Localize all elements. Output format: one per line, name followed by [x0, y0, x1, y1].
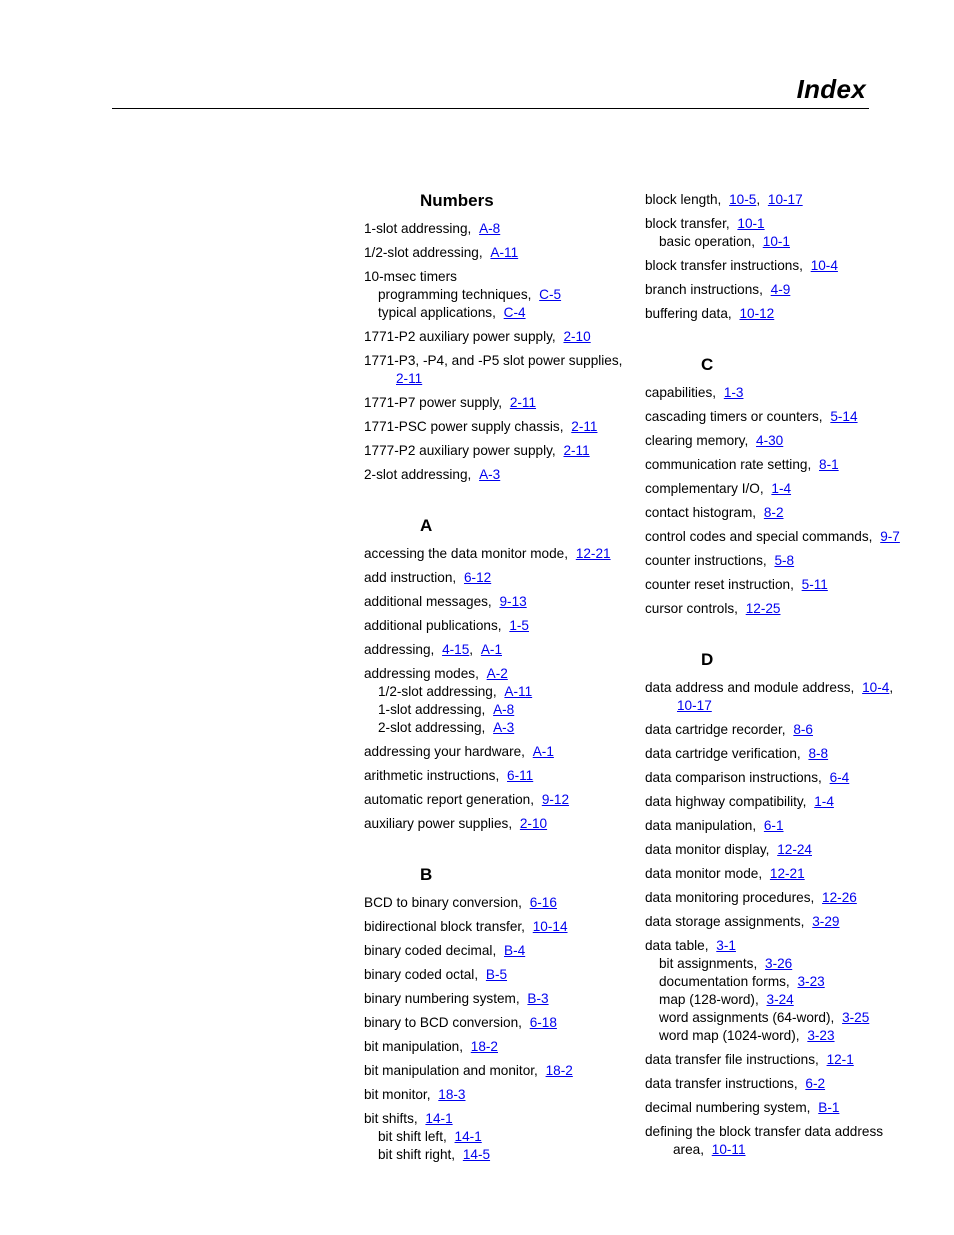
page-title: Index [796, 74, 866, 104]
page-ref-link[interactable]: 12-26 [822, 890, 857, 905]
page-ref-link[interactable]: 10-11 [711, 1142, 746, 1157]
index-entry-line [645, 817, 905, 835]
index-entry-line [364, 791, 634, 809]
page-ref-link[interactable]: 12-25 [745, 601, 781, 616]
entry-term: data address and module address, [645, 680, 855, 695]
page-ref-link[interactable]: 8-1 [819, 457, 839, 472]
index-subentry [645, 1027, 905, 1045]
entry-term: data monitoring procedures, [645, 890, 815, 905]
page-ref-link[interactable]: 2-10 [519, 816, 548, 831]
index-subentry [364, 701, 634, 719]
entry-term: 1-slot addressing, [364, 221, 472, 236]
index-entry-line [364, 815, 634, 833]
index-entry [364, 990, 634, 1008]
index-entry-line [645, 305, 905, 323]
index-entry-line [645, 552, 905, 570]
index-entry [645, 679, 905, 715]
index-entry [364, 545, 634, 563]
index-entry-line [364, 1014, 634, 1032]
entry-term: data cartridge verification, [645, 746, 801, 761]
entry-term: clearing memory, [645, 433, 749, 448]
index-entry-line [645, 480, 905, 498]
index-subentry [645, 973, 905, 991]
entry-term: addressing modes, [364, 666, 479, 681]
page-ref-link[interactable]: 9-12 [541, 792, 570, 807]
entry-term: defining the block transfer data address [645, 1124, 884, 1139]
index-entry [364, 767, 634, 785]
index-entry [645, 504, 905, 522]
page-ref-link[interactable]: B-4 [504, 943, 526, 958]
entry-term: 1771-PSC power supply chassis, [364, 419, 564, 434]
ref-separator: , [469, 642, 474, 657]
entry-term: capabilities, [645, 385, 717, 400]
index-entry-line [645, 576, 905, 594]
index-entry [364, 418, 634, 436]
index-entry-line [645, 1075, 905, 1093]
entry-term: data highway compatibility, [645, 794, 807, 809]
page-ref-link[interactable]: 3-25 [842, 1010, 870, 1025]
page-ref-link[interactable]: 3-29 [812, 914, 840, 929]
page-ref-link[interactable]: A-11 [490, 245, 519, 260]
index-entry-line [645, 408, 905, 426]
page-ref-link[interactable]: 10-4 [862, 680, 890, 695]
section-heading: Numbers [420, 191, 494, 210]
index-entry [364, 1062, 634, 1080]
index-entry-line [364, 593, 634, 611]
page-ref-link[interactable]: 10-14 [532, 919, 568, 934]
entry-term: bit shifts, [364, 1111, 418, 1126]
page-ref-link[interactable]: A-1 [480, 642, 502, 657]
entry-term: block transfer, [645, 216, 730, 231]
page-ref-link[interactable]: 4-30 [756, 433, 784, 448]
index-entry [364, 352, 634, 388]
index-entry-line [364, 545, 634, 563]
index-entry-line [645, 600, 905, 618]
index-entry-line [645, 721, 905, 739]
index-subentry [364, 1146, 634, 1164]
index-entry [645, 305, 905, 323]
entry-term: additional publications, [364, 618, 502, 633]
page-ref-link[interactable]: 6-12 [463, 570, 492, 585]
entry-term: data transfer instructions, [645, 1076, 798, 1091]
index-entry-line [645, 1141, 905, 1159]
page-ref-link[interactable]: 12-1 [826, 1052, 854, 1067]
index-subentry [364, 304, 634, 322]
entry-term: add instruction, [364, 570, 457, 585]
entry-term: data storage assignments, [645, 914, 805, 929]
entry-term: data monitor mode, [645, 866, 763, 881]
index-entry-line [645, 432, 905, 450]
page-ref-link[interactable]: 1-5 [509, 618, 529, 633]
index-entry-line [645, 793, 905, 811]
index-subentry [645, 955, 905, 973]
index-entry-line [364, 244, 634, 262]
index-entry-line [645, 913, 905, 931]
index-entry-line [645, 528, 905, 546]
index-entry [645, 281, 905, 299]
page-ref-link[interactable]: 10-12 [739, 306, 775, 321]
index-entry-line [645, 384, 905, 402]
page-ref-link[interactable]: 18-2 [470, 1039, 498, 1054]
page-ref-link[interactable]: 3-23 [797, 974, 825, 989]
index-subentry [645, 233, 905, 251]
entry-term: bidirectional block transfer, [364, 919, 525, 934]
entry-term: 1-slot addressing, [378, 702, 486, 717]
index-entry-line [364, 1038, 634, 1056]
index-entry [364, 617, 634, 635]
index-entry-line [364, 990, 634, 1008]
index-entry [364, 328, 634, 346]
index-entry-line [645, 504, 905, 522]
index-entry [364, 791, 634, 809]
index-section [364, 865, 634, 1164]
index-entry-line [645, 937, 905, 955]
ref-separator: , [756, 192, 761, 207]
index-entry-line [364, 1086, 634, 1104]
index-entry-line [364, 268, 634, 286]
index-entry [645, 745, 905, 763]
page-ref-link[interactable]: 6-11 [507, 768, 534, 783]
index-entry [364, 815, 634, 833]
index-section [645, 355, 905, 618]
index-entry [364, 743, 634, 761]
page-ref-link[interactable]: A-11 [504, 684, 533, 699]
entry-term: data cartridge recorder, [645, 722, 786, 737]
index-entry [645, 456, 905, 474]
index-entry [645, 769, 905, 787]
index-entry [645, 937, 905, 1045]
page-ref-link[interactable]: 4-15 [442, 642, 470, 657]
index-entry [364, 268, 634, 322]
entry-term: bit monitor, [364, 1087, 431, 1102]
index-entry [645, 1123, 905, 1159]
entry-term: binary coded octal, [364, 967, 479, 982]
index-entry-line [364, 466, 634, 484]
page-ref-link[interactable]: 6-1 [763, 818, 784, 833]
entry-term: BCD to binary conversion, [364, 895, 522, 910]
index-entry-line [364, 569, 634, 587]
index-entry [364, 966, 634, 984]
entry-term: cascading timers or counters, [645, 409, 823, 424]
index-entry-line [364, 641, 634, 659]
index-entry [364, 942, 634, 960]
page-ref-link[interactable]: 4-9 [770, 282, 791, 297]
page-ref-link[interactable]: A-1 [532, 744, 554, 759]
entry-term: 1771-P2 auxiliary power supply, [364, 329, 556, 344]
entry-term: typical applications, [378, 305, 496, 320]
page-ref-link[interactable]: 12-21 [575, 546, 611, 561]
page-ref-link[interactable]: 2-11 [571, 419, 598, 434]
page-ref-link[interactable]: 10-1 [762, 234, 790, 249]
index-subentry [645, 991, 905, 1009]
index-entry [645, 1051, 905, 1069]
index-section [364, 191, 634, 484]
entry-term: arithmetic instructions, [364, 768, 500, 783]
index-entry-line [364, 352, 634, 370]
entry-term: 1/2-slot addressing, [364, 245, 483, 260]
page-ref-link[interactable]: 14-5 [462, 1147, 491, 1162]
page-ref-link[interactable]: B-1 [818, 1100, 840, 1115]
index-column-right [645, 191, 905, 1191]
index-entry [645, 384, 905, 402]
entry-term: 10-msec timers [364, 269, 457, 284]
entry-term: contact histogram, [645, 505, 757, 520]
page-ref-link[interactable]: A-2 [486, 666, 508, 681]
page-ref-link[interactable]: 6-2 [805, 1076, 826, 1091]
index-entry [645, 480, 905, 498]
index-entry [645, 793, 905, 811]
entry-term: basic operation, [659, 234, 755, 249]
section-heading: A [420, 516, 433, 535]
page-ref-link[interactable]: 10-17 [767, 192, 803, 207]
page-ref-link[interactable]: 8-8 [808, 746, 829, 761]
page-ref-link[interactable]: 1-4 [814, 794, 834, 809]
index-entry [645, 841, 905, 859]
index-entry [645, 215, 905, 251]
entry-term: decimal numbering system, [645, 1100, 811, 1115]
entry-term: buffering data, [645, 306, 732, 321]
index-section [645, 650, 905, 1159]
index-entry-line [364, 418, 634, 436]
section-heading: D [701, 650, 714, 669]
entry-term: 2-slot addressing, [378, 720, 486, 735]
page-ref-link[interactable]: A-8 [479, 221, 501, 236]
index-entry-line [364, 1062, 634, 1080]
entry-term: word map (1024-word), [659, 1028, 800, 1043]
entry-term: binary to BCD conversion, [364, 1015, 522, 1030]
page-ref-link[interactable]: 10-5 [729, 192, 757, 207]
page-ref-link[interactable]: 5-14 [830, 409, 858, 424]
index-entry-line [364, 1110, 634, 1128]
entry-term: counter instructions, [645, 553, 767, 568]
entry-term: block transfer instructions, [645, 258, 803, 273]
index-entry-line [364, 370, 634, 388]
entry-term: word assignments (64-word), [659, 1010, 835, 1025]
page-ref-link[interactable]: 8-2 [763, 505, 784, 520]
index-entry-line [364, 394, 634, 412]
page-ref-link[interactable]: 5-11 [801, 577, 828, 592]
entry-term: communication rate setting, [645, 457, 812, 472]
entry-term: data comparison instructions, [645, 770, 822, 785]
index-entry [645, 865, 905, 883]
index-entry-line [645, 1123, 905, 1141]
index-entry-line [364, 220, 634, 238]
page-ref-link[interactable]: 14-1 [425, 1111, 453, 1126]
page-ref-link[interactable]: 1-3 [723, 385, 744, 400]
entry-term: 1777-P2 auxiliary power supply, [364, 443, 556, 458]
page-ref-link[interactable]: 12-21 [769, 866, 805, 881]
section-heading: C [701, 355, 714, 374]
entry-term: 1771-P3, -P4, and -P5 slot power supplies, [364, 353, 623, 368]
ref-trailing-comma: , [889, 680, 894, 695]
page-ref-link[interactable]: 6-16 [529, 895, 557, 910]
index-entry [364, 641, 634, 659]
index-entry-line [645, 697, 905, 715]
entry-term: binary numbering system, [364, 991, 520, 1006]
page-ref-link[interactable]: 10-1 [737, 216, 765, 231]
page-ref-link[interactable]: 18-2 [545, 1063, 573, 1078]
section-heading: B [420, 865, 433, 884]
index-entry [645, 552, 905, 570]
page-ref-link[interactable]: 5-8 [774, 553, 795, 568]
page-ref-link[interactable]: 6-4 [829, 770, 850, 785]
page-ref-link[interactable]: 9-13 [499, 594, 527, 609]
index-entry [364, 1086, 634, 1104]
index-subentry [645, 1009, 905, 1027]
entry-term: binary coded decimal, [364, 943, 497, 958]
entry-term: addressing, [364, 642, 435, 657]
index-entry [364, 665, 634, 737]
entry-term: programming techniques, [378, 287, 532, 302]
index-subentry [364, 1128, 634, 1146]
index-section [364, 516, 634, 833]
index-entry-line [645, 679, 905, 697]
entry-term: cursor controls, [645, 601, 738, 616]
page-ref-link[interactable]: 2-10 [563, 329, 591, 344]
page-ref-link[interactable]: 8-6 [793, 722, 813, 737]
index-entry [364, 1014, 634, 1032]
index-entry-line [364, 894, 634, 912]
index-entry-line [645, 1051, 905, 1069]
page-ref-link[interactable]: 2-11 [509, 395, 537, 410]
entry-term: counter reset instruction, [645, 577, 794, 592]
entry-term: 1/2-slot addressing, [378, 684, 497, 699]
index-entry-line [645, 257, 905, 275]
page-ref-link[interactable]: 2-11 [396, 371, 423, 386]
entry-term: block length, [645, 192, 722, 207]
index-section [645, 191, 905, 323]
index-entry [645, 600, 905, 618]
entry-term: auxiliary power supplies, [364, 816, 513, 831]
entry-term: addressing your hardware, [364, 744, 525, 759]
index-entry [645, 817, 905, 835]
page-ref-link[interactable]: C-5 [539, 287, 562, 302]
page-ref-link[interactable]: 6-18 [529, 1015, 557, 1030]
entry-term: area, [673, 1142, 704, 1157]
entry-term: map (128-word), [659, 992, 759, 1007]
index-entry [364, 894, 634, 912]
entry-term: data monitor display, [645, 842, 770, 857]
index-entry-line [364, 918, 634, 936]
page-ref-link[interactable]: 3-1 [716, 938, 736, 953]
index-entry-line [645, 745, 905, 763]
page-ref-link[interactable]: 3-24 [766, 992, 794, 1007]
entry-term: automatic report generation, [364, 792, 535, 807]
index-entry [645, 1099, 905, 1117]
page-ref-link[interactable]: 10-17 [677, 698, 712, 713]
page-ref-link[interactable]: 3-26 [765, 956, 793, 971]
index-entry [645, 432, 905, 450]
index-entry [364, 220, 634, 238]
index-entry [645, 889, 905, 907]
index-entry-line [364, 767, 634, 785]
index-entry-line [645, 456, 905, 474]
page-ref-link[interactable]: A-3 [479, 467, 501, 482]
entry-term: bit manipulation and monitor, [364, 1063, 538, 1078]
page-ref-link[interactable]: B-5 [485, 967, 508, 982]
entry-term: data manipulation, [645, 818, 757, 833]
index-entry-line [645, 1099, 905, 1117]
index-entry [364, 466, 634, 484]
page-ref-link[interactable]: B-3 [527, 991, 549, 1006]
index-column-left [364, 191, 634, 1196]
index-entry [645, 257, 905, 275]
index-entry-line [645, 281, 905, 299]
index-entry [645, 528, 905, 546]
title-rule [112, 108, 869, 109]
index-entry-line [364, 665, 634, 683]
page-ref-link[interactable]: 12-24 [777, 842, 812, 857]
index-entry [645, 408, 905, 426]
index-entry [364, 918, 634, 936]
page-ref-link[interactable]: C-4 [503, 305, 526, 320]
index-entry [364, 394, 634, 412]
index-entry [364, 1038, 634, 1056]
page-ref-link[interactable]: 14-1 [454, 1129, 482, 1144]
entry-term: bit shift right, [378, 1147, 456, 1162]
index-entry [645, 576, 905, 594]
index-entry [645, 721, 905, 739]
entry-term: data table, [645, 938, 709, 953]
index-entry [364, 442, 634, 460]
entry-term: bit manipulation, [364, 1039, 463, 1054]
index-subentry [364, 286, 634, 304]
index-entry-line [645, 191, 905, 209]
entry-term: data transfer file instructions, [645, 1052, 819, 1067]
index-entry-line [364, 966, 634, 984]
index-entry-line [364, 328, 634, 346]
index-entry-line [645, 769, 905, 787]
index-entry-line [364, 743, 634, 761]
entry-term: bit shift left, [378, 1129, 447, 1144]
index-entry-line [645, 889, 905, 907]
entry-term: branch instructions, [645, 282, 763, 297]
entry-term: bit assignments, [659, 956, 758, 971]
entry-term: 1771-P7 power supply, [364, 395, 503, 410]
entry-term: accessing the data monitor mode, [364, 546, 569, 561]
entry-term: complementary I/O, [645, 481, 764, 496]
entry-term: 2-slot addressing, [364, 467, 472, 482]
index-entry-line [364, 942, 634, 960]
index-entry-line [364, 442, 634, 460]
page-ref-link[interactable]: 9-7 [880, 529, 900, 544]
index-entry [364, 244, 634, 262]
index-entry-line [645, 841, 905, 859]
index-subentry [364, 719, 634, 737]
page-ref-link[interactable]: 18-3 [438, 1087, 466, 1102]
page-ref-link[interactable]: 10-4 [810, 258, 838, 273]
page-ref-link[interactable]: 1-4 [771, 481, 792, 496]
index-subentry [364, 683, 634, 701]
index-entry [645, 913, 905, 931]
page-ref-link[interactable]: 3-23 [807, 1028, 835, 1043]
index-entry [364, 593, 634, 611]
entry-term: additional messages, [364, 594, 492, 609]
index-entry [364, 569, 634, 587]
page-ref-link[interactable]: A-3 [493, 720, 515, 735]
index-entry [645, 1075, 905, 1093]
entry-term: control codes and special commands, [645, 529, 873, 544]
index-entry-line [645, 215, 905, 233]
entry-term: documentation forms, [659, 974, 790, 989]
index-entry [645, 191, 905, 209]
index-entry [364, 1110, 634, 1164]
page-ref-link[interactable]: A-8 [493, 702, 515, 717]
index-entry-line [645, 865, 905, 883]
index-entry-line [364, 617, 634, 635]
page-ref-link[interactable]: 2-11 [563, 443, 590, 458]
